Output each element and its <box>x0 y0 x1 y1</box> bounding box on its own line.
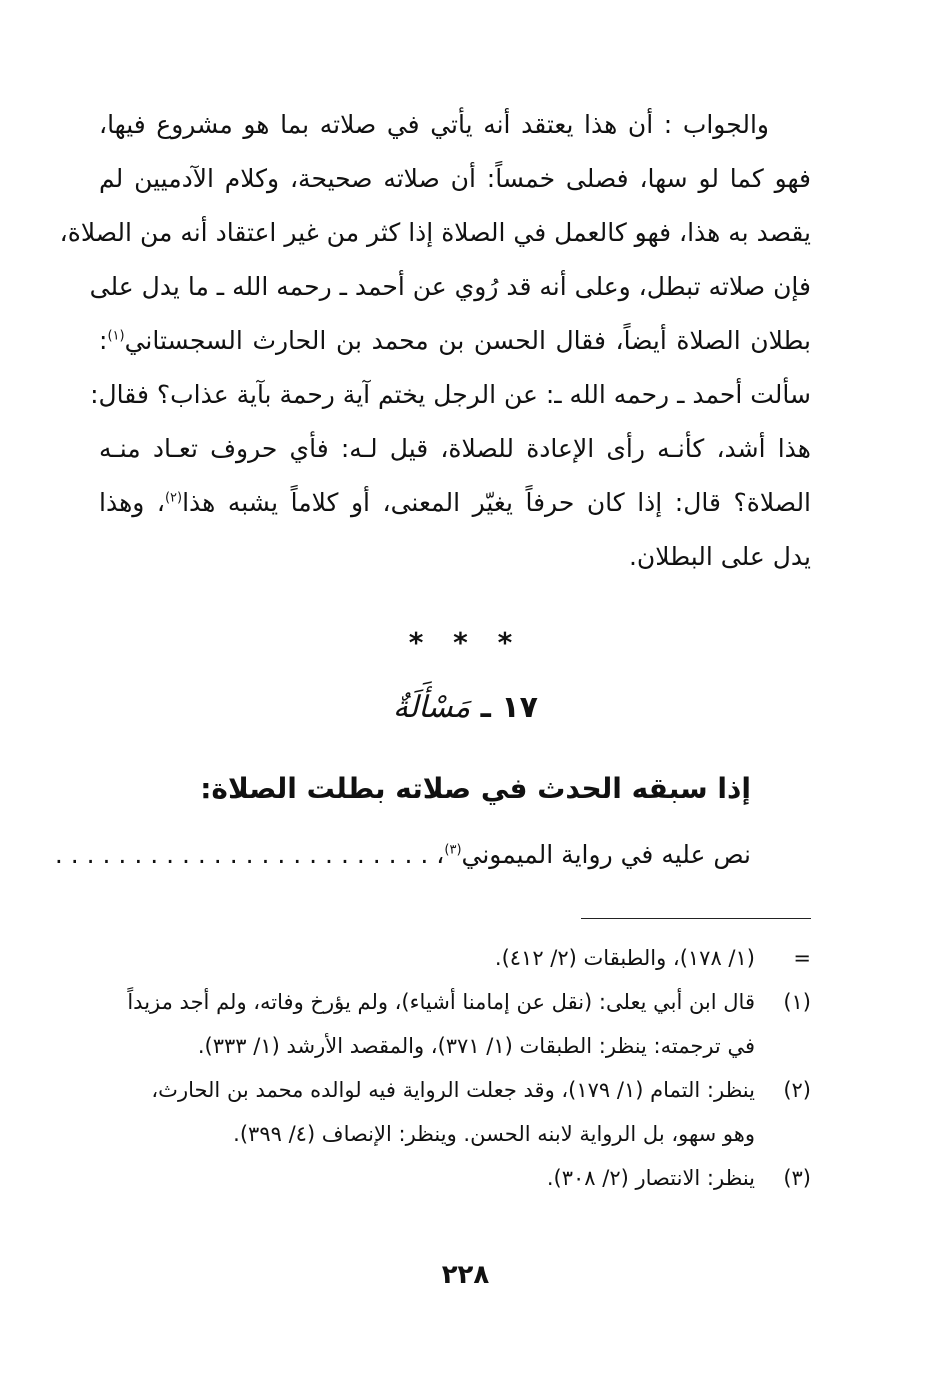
text-segment: الصلاة؟ قال: إذا كان حرفاً يغيّر المعنى، أو كلاماً يشبه هذا <box>182 488 812 517</box>
issue-word: مَسْأَلَةٌ <box>393 690 471 725</box>
text-segment: : <box>99 326 108 355</box>
footnotes <box>99 936 811 1200</box>
footnote-marker: (١) <box>783 990 811 1014</box>
footnote-ref[interactable]: (٣) <box>444 842 462 858</box>
footnote-marker: = <box>793 946 811 970</box>
issue-text-line <box>54 840 751 869</box>
footnote-marker: (٢) <box>783 1078 811 1102</box>
footnote-ref[interactable]: (٢) <box>164 490 183 506</box>
text-segment: ، . . . . . . . . . . . . . . . . . . . . . . . . <box>54 840 445 869</box>
footnote-line: ينظر: التمام (١/ ١٧٩)، وقد جعلت الرواية فيه لوالده محمد بن الحارث، <box>151 1078 755 1102</box>
text-line <box>99 476 811 530</box>
footnote-3 <box>99 1156 811 1200</box>
text-line: فهو كما لو سها، فصلى خمساً: أن صلاته صحيحة، وكلام الآدميين لم <box>99 164 811 193</box>
footnote-ref[interactable]: (١) <box>107 328 125 344</box>
text-line: والجواب : أن هذا يعتقد أنه يأتي في صلاته بما هو مشروع فيها، <box>99 110 769 139</box>
issue-title: إذا سبقه الحدث في صلاته بطلت الصلاة: <box>200 772 751 805</box>
footnote-line: في ترجمته: ينظر: الطبقات (١/ ٣٧١)، والمقصد الأرشد (١/ ٣٣٣). <box>197 1034 755 1058</box>
text-segment: نص عليه في رواية الميموني <box>461 840 751 869</box>
text-line: يدل على البطلان. <box>628 542 811 571</box>
issue-number: ١٧ ـ <box>480 690 538 725</box>
footnote-line: قال ابن أبي يعلى: (نقل عن إمامنا أشياء)، ولم يؤرخ وفاته، ولم أجد مزيداً <box>127 990 755 1014</box>
issue-heading <box>0 690 931 725</box>
text-line: هذا أشد، كأنـه رأى الإعادة للصلاة، قيل لـه: فأي حروف تعـاد منـه <box>99 434 811 463</box>
text-line: يقصد به هذا، فهو كالعمل في الصلاة إذا كثر من غير اعتقاد أنه من الصلاة، <box>59 218 811 247</box>
footnote-line: ينظر: الانتصار (٢/ ٣٠٨). <box>546 1166 755 1190</box>
footnote-2 <box>99 1068 811 1156</box>
text-line <box>99 314 811 368</box>
footnote-1 <box>99 980 811 1068</box>
text-segment: ، وهذا <box>99 488 165 517</box>
section-separator: * * * <box>408 626 523 659</box>
footnote-divider <box>581 918 811 919</box>
text-segment: بطلان الصلاة أيضاً، فقال الحسن بن محمد بن الحارث السجستاني <box>124 326 811 355</box>
footnote-line: (١/ ١٧٨)، والطبقات (٢/ ٤١٢). <box>494 946 755 970</box>
footnote-line: وهو سهو، بل الرواية لابنه الحسن. وينظر: الإنصاف (٤/ ٣٩٩). <box>233 1122 755 1146</box>
footnote-continuation <box>99 936 811 980</box>
main-text <box>59 98 812 584</box>
text-line: سألت أحمد ـ رحمه الله ـ: عن الرجل يختم آية رحمة بآية عذاب؟ فقال: <box>90 380 811 409</box>
footnote-marker: (٣) <box>783 1166 811 1190</box>
text-line: فإن صلاته تبطل، وعلى أنه قد رُوي عن أحمد ـ رحمه الله ـ ما يدل على <box>89 272 811 301</box>
page-number: ٢٢٨ <box>441 1260 490 1290</box>
